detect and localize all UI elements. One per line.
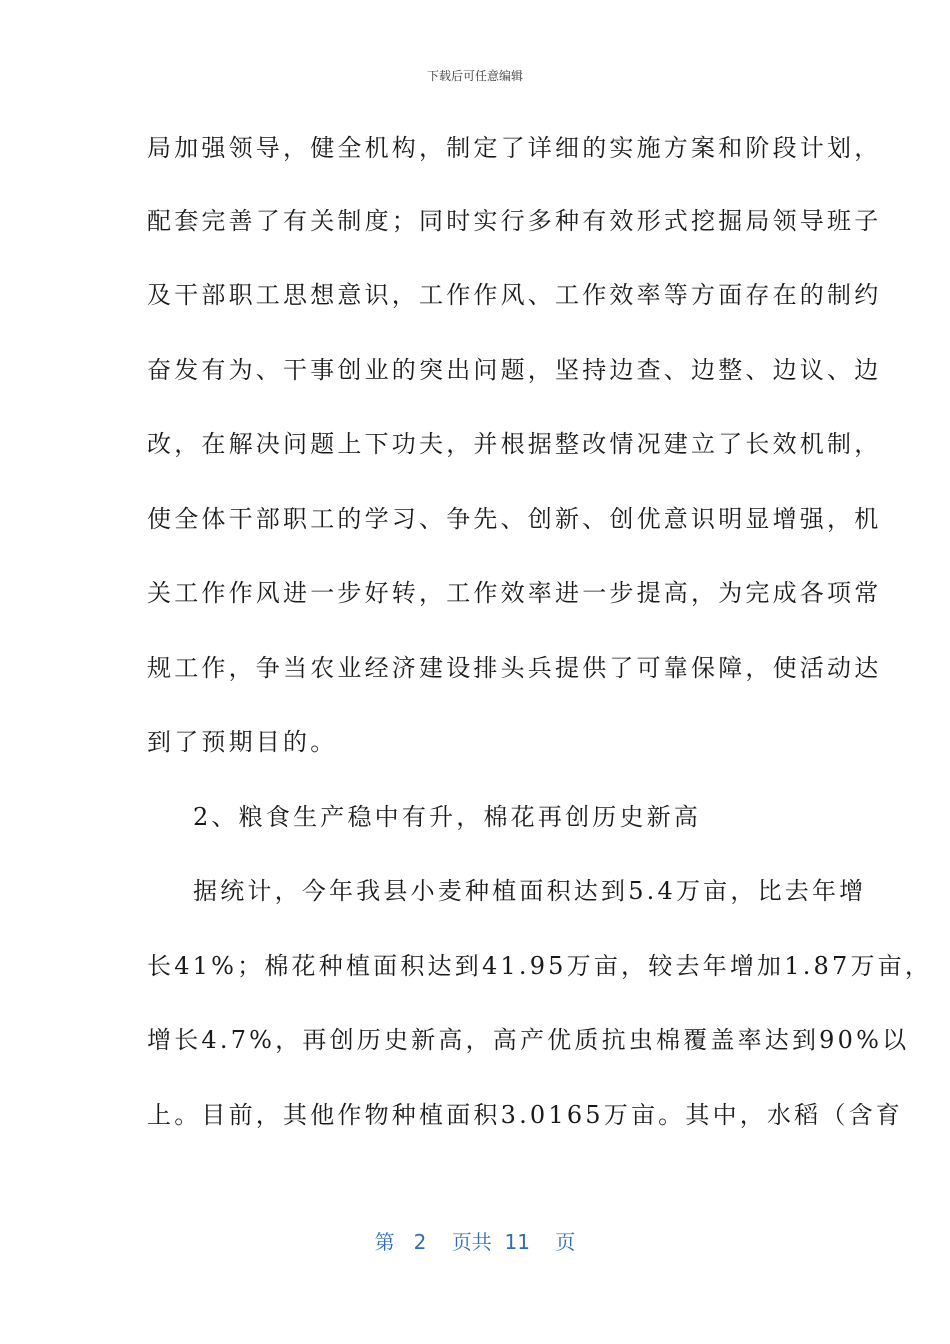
body-line: 使全体干部职工的学习、争先、创新、创优意识明显增强，机 (147, 505, 882, 533)
body-line: 长41%；棉花种植面积达到41.95万亩，较去年增加1.87万亩， (147, 952, 933, 980)
body-line: 规工作，争当农业经济建设排头兵提供了可靠保障，使活动达 (147, 654, 882, 682)
body-line: 到了预期目的。 (147, 728, 338, 756)
body-line: 局加强领导，健全机构，制定了详细的实施方案和阶段计划， (147, 134, 882, 162)
section-heading: 2、粮食生产稳中有升，棉花再创历史新高 (193, 803, 702, 831)
body-line: 改，在解决问题上下功夫，并根据整改情况建立了长效机制， (147, 430, 882, 458)
body-line: 据统计，今年我县小麦种植面积达到5.4万亩，比去年增 (193, 877, 867, 905)
page-number: 2 (413, 1230, 427, 1254)
body-line: 奋发有为、干事创业的突出问题，坚持边查、边整、边议、边 (147, 356, 882, 384)
page-suffix: 页 (555, 1230, 576, 1254)
body-line: 配套完善了有关制度；同时实行多种有效形式挖掘局领导班子 (147, 207, 882, 235)
body-line: 及干部职工思想意识，工作作风、工作效率等方面存在的制约 (147, 281, 882, 309)
page-middle: 页共 (451, 1230, 492, 1254)
header-note: 下载后可任意编辑 (426, 69, 523, 83)
body-line: 关工作作风进一步好转，工作效率进一步提高，为完成各项常 (147, 579, 882, 607)
body-line: 增长4.7%，再创历史新高，高产优质抗虫棉覆盖率达到90%以 (147, 1026, 910, 1054)
page-prefix: 第 (374, 1230, 395, 1254)
body-line: 上。目前，其他作物种植面积3.0165万亩。其中，水稻（含育 (147, 1101, 903, 1129)
page-footer (0, 1226, 950, 1255)
total-pages: 11 (504, 1230, 530, 1254)
